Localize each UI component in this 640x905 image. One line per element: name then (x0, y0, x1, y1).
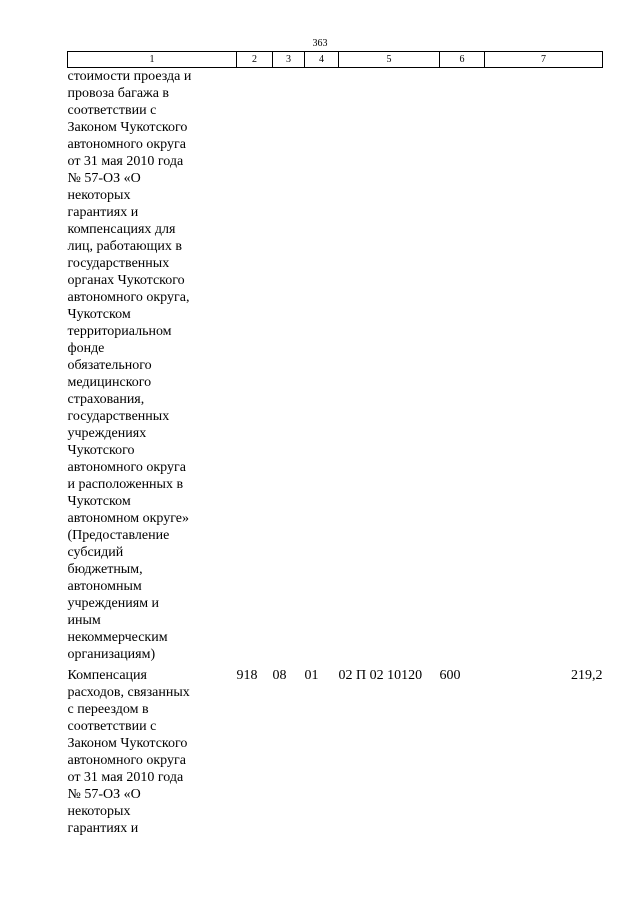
table-row (68, 667, 603, 837)
row-name-line: Чукотского (67, 443, 135, 458)
row-name-line: лиц, работающих в (67, 239, 182, 254)
row-name-line: Чукотском (67, 494, 131, 509)
row-name-line: фонде (67, 341, 105, 356)
row-name-line: Чукотском (67, 307, 131, 322)
row-name-line: расходов, связанных (67, 685, 190, 700)
row-name-line: учреждениям и (67, 596, 160, 611)
column-number-header (68, 52, 603, 68)
row-name-line: некоторых (67, 188, 131, 203)
table-body (68, 68, 603, 838)
row-name-line: стоимости проезда и (67, 69, 192, 84)
amount-cell (485, 68, 603, 664)
subsection-code-cell: 01 (304, 668, 319, 683)
row-name-line: иным (67, 613, 101, 628)
ministry-code-cell: 918 (236, 668, 258, 683)
row-name-line: организациям) (67, 647, 156, 662)
page-number: 363 (312, 38, 328, 49)
target-article-cell (339, 68, 440, 664)
row-name-line: учреждениях (67, 426, 147, 441)
table-row (68, 68, 603, 664)
column-header-4: 4 (305, 52, 339, 68)
row-name-line: автономного округа, (67, 290, 190, 305)
row-name-line: территориальном (67, 324, 172, 339)
row-name-line: некоммерческим (67, 630, 168, 645)
row-name-line: медицинского (67, 375, 152, 390)
row-name-line: органах Чукотского (67, 273, 185, 288)
row-name-line: обязательного (67, 358, 152, 373)
row-name-line: с переездом в (67, 702, 149, 717)
row-name-line: государственных (67, 256, 170, 271)
row-name-cell (68, 68, 237, 664)
row-name-line: соответствии с (67, 719, 157, 734)
row-name-line: провоза багажа в (67, 86, 170, 101)
row-name-line: Компенсация (67, 668, 147, 683)
section-code-cell: 08 (272, 668, 287, 683)
column-header-7: 7 (485, 52, 603, 68)
row-name-line: автономным (67, 579, 142, 594)
row-name-line: автономном округе» (67, 511, 189, 526)
row-name-cell (68, 667, 237, 837)
column-header-1: 1 (68, 52, 237, 68)
target-article-cell: 02 П 02 10120 (338, 668, 423, 683)
row-name-line: субсидий (67, 545, 124, 560)
row-name-line: государственных (67, 409, 170, 424)
row-name-line: гарантиях и (67, 821, 139, 836)
column-header-3: 3 (273, 52, 305, 68)
ministry-code-cell (237, 68, 273, 664)
row-name-line: страхования, (67, 392, 145, 407)
row-name-line: Законом Чукотского (67, 736, 188, 751)
row-name-line: автономного округа (67, 753, 186, 768)
row-name-line: Законом Чукотского (67, 120, 188, 135)
expense-type-cell: 600 (439, 668, 461, 683)
column-header-2: 2 (237, 52, 273, 68)
amount-cell: 219,2 (571, 668, 603, 683)
expense-type-cell (440, 68, 485, 664)
section-code-cell (273, 68, 305, 664)
row-name-line: автономного округа (67, 460, 186, 475)
row-name-line: от 31 мая 2010 года (67, 770, 184, 785)
row-name-line: автономного округа (67, 137, 186, 152)
row-name-line: некоторых (67, 804, 131, 819)
budget-table (67, 51, 603, 837)
row-name-line: компенсациях для (67, 222, 176, 237)
column-header-5: 5 (339, 52, 440, 68)
row-name-line: от 31 мая 2010 года (67, 154, 184, 169)
row-name-line: гарантиях и (67, 205, 139, 220)
row-name-line: (Предоставление (67, 528, 170, 543)
subsection-code-cell (305, 68, 339, 664)
column-header-6: 6 (440, 52, 485, 68)
row-name-line: соответствии с (67, 103, 157, 118)
row-name-line: бюджетным, (67, 562, 143, 577)
row-name-line: и расположенных в (67, 477, 184, 492)
row-name-line: № 57-ОЗ «О (67, 171, 141, 186)
row-name-line: № 57-ОЗ «О (67, 787, 141, 802)
